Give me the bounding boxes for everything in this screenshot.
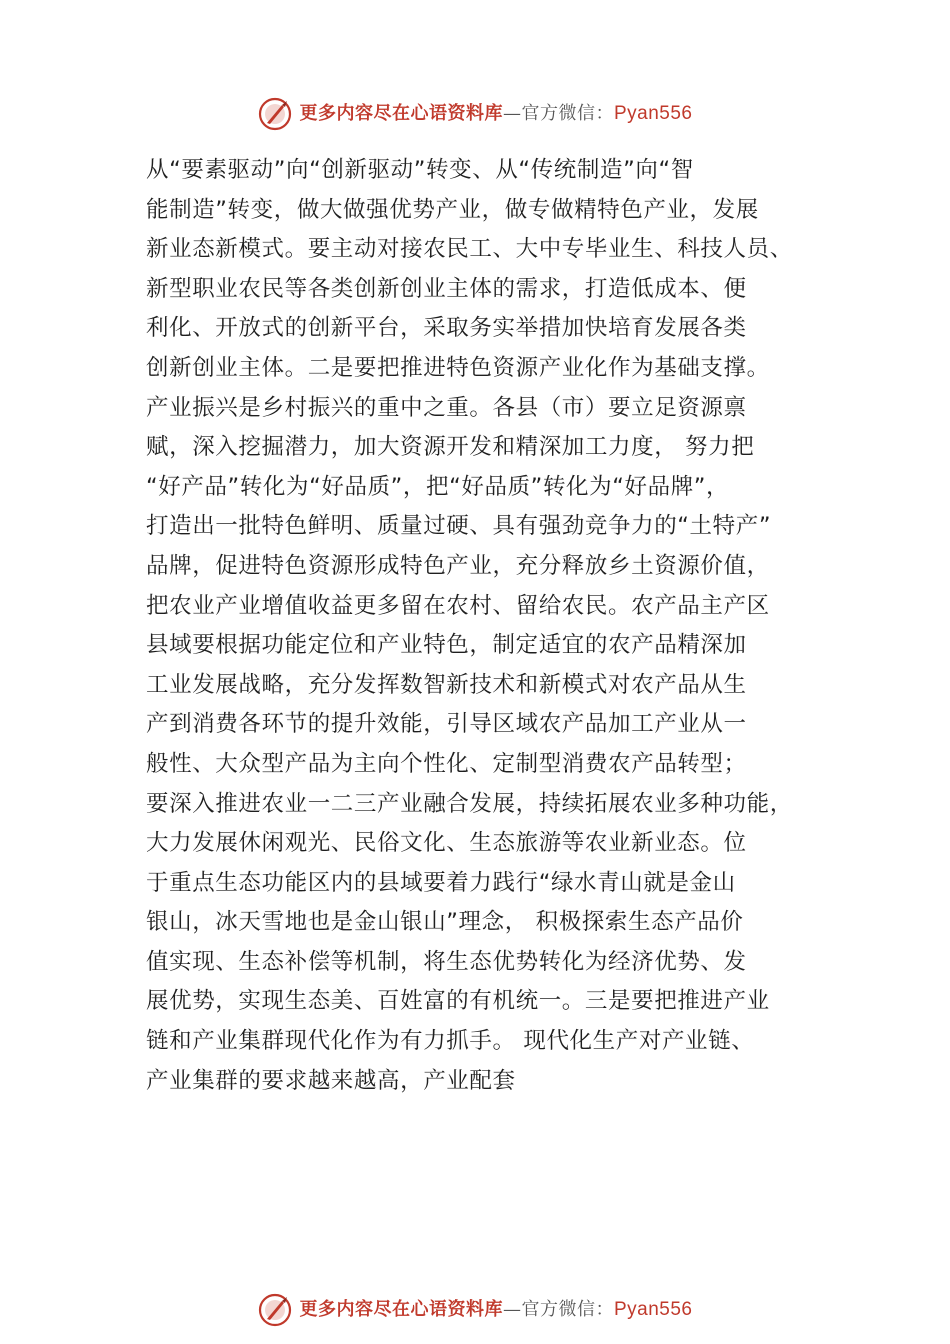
body-text-line: 创新创业主体。二是要把推进特色资源产业化作为基础支撑。 [146,354,770,381]
body-text-line: 产业振兴是乡村振兴的重中之重。各县（市）要立足资源禀 [146,394,747,421]
body-text-line: 银山，冰天雪地也是金山银山”理念， 积极探索生态产品价 [146,909,744,936]
banner-separator: — [502,103,522,124]
body-text-line: 值实现、生态补偿等机制，将生态优势转化为经济优势、发 [146,948,747,975]
quill-seal-icon [257,96,293,132]
footer-banner [0,1290,950,1330]
body-text-line: 般性、大众型产品为主向个性化、定制型消费农产品转型； [146,750,747,777]
banner-site-name: 更多内容尽在心语资料库 [299,1299,503,1320]
banner-text [299,1290,692,1330]
banner-wechat-account: Pyan556 [613,1299,693,1320]
body-text-line: 把农业产业增值收益更多留在农村、留给农民。农产品主产区 [146,592,770,619]
body-text-line: 链和产业集群现代化作为有力抓手。 现代化生产对产业链、 [146,1028,755,1055]
quill-seal-icon [257,1292,293,1328]
body-text-line: 新型职业农民等各类创新创业主体的需求，打造低成本、便 [146,275,747,302]
banner-text [299,94,692,134]
banner-site-name: 更多内容尽在心语资料库 [299,103,503,124]
body-text-line: 于重点生态功能区内的县域要着力践行“绿水青山就是金山 [146,869,736,896]
body-text-line: 品牌，促进特色资源形成特色产业，充分释放乡土资源价值， [146,552,770,579]
body-text-line: 要深入推进农业一二三产业融合发展，持续拓展农业多种功能， [146,790,793,817]
body-text-line: “好产品”转化为“好品质”，把“好品质”转化为“好品牌”， [146,473,730,500]
body-text-line: 大力发展休闲观光、民俗文化、生态旅游等农业新业态。位 [146,830,747,857]
banner-wechat-label: 官方微信： [521,1299,614,1320]
body-text-line: 展优势，实现生态美、百姓富的有机统一。三是要把推进产业 [146,988,770,1015]
body-text-line: 工业发展战略，充分发挥数智新技术和新模式对农产品从生 [146,671,747,698]
banner-separator: — [502,1299,522,1320]
body-text-line: 赋，深入挖掘潜力，加大资源开发和精深加工力度， 努力把 [146,434,755,461]
body-text-line: 产业集群的要求越来越高，产业配套 [146,1067,516,1094]
body-text-line: 产到消费各环节的提升效能，引导区域农产品加工产业从一 [146,711,747,738]
body-text-line: 利化、开放式的创新平台，采取务实举措加快培育发展各类 [146,315,747,342]
body-text-line: 打造出一批特色鲜明、质量过硬、具有强劲竞争力的“土特产” [146,513,772,540]
header-banner [0,94,950,134]
document-body [146,151,836,1101]
body-text-line: 从“要素驱动”向“创新驱动”转变、从“传统制造”向“智 [146,157,694,183]
body-text-line: 能制造”转变，做大做强优势产业，做专做精特色产业，发展 [146,196,759,223]
body-text-line: 县域要根据功能定位和产业特色，制定适宜的农产品精深加 [146,632,747,659]
banner-wechat-label: 官方微信： [521,103,614,124]
body-text-line: 新业态新模式。要主动对接农民工、大中专毕业生、科技人员、 [146,236,793,263]
banner-wechat-account: Pyan556 [613,103,693,124]
